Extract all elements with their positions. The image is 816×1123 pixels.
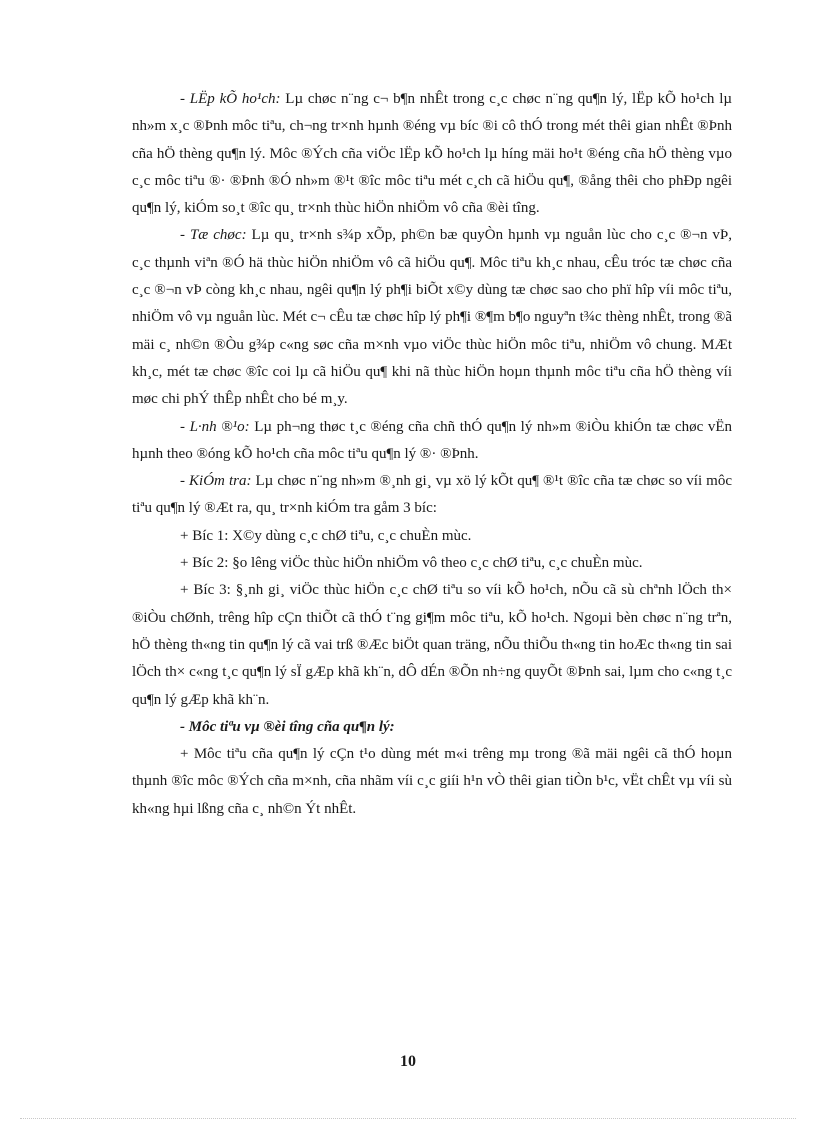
paragraph-lead: - L·nh ®¹o: — [180, 418, 250, 435]
body-text — [132, 86, 732, 823]
paragraph-lead: - KiÓm tra: — [180, 473, 252, 490]
page-number: 10 — [400, 1053, 416, 1070]
paragraph-lap-ke-hoach — [132, 86, 732, 222]
step-buoc-2: + Bíc 2: §o lêng viÖc thùc hiÖn nhiÖm vô theo c¸c chØ tiªu, c¸c chuÈn mùc. — [180, 555, 643, 572]
paragraph-text: Lµ ph¬ng thøc t¸c ®éng cña chñ thÓ qu¶n lý nh»m ®iÒu khiÓn tæ chøc vËn hµnh theo ®óng kÕ ho¹ch cña môc tiªu qu¶n lý ®· ®Þnh. — [132, 418, 732, 462]
paragraph-text: Lµ chøc n¨ng c¬ b¶n nhÊt trong c¸c chøc n¨ng qu¶n lý, lËp kÕ ho¹ch lµ nh»m x¸c ®Þnh môc tiªu, ch¬ng tr×nh hµnh ®éng vµ bíc ®i cô thÓ trong mét thêi gian nhÊt ®Þnh cña hÖ thèng qu¶n lý. Môc ®Ých cña viÖc lËp kÕ ho¹ch lµ híng mäi ho¹t ®éng cña hÖ thèng vµo c¸c môc tiªu ®· ®Þnh ®Ó nh»m ®¹t ®îc môc tiªu mét c¸ch cã hiÖu qu¶, ®ång thêi cho phÐp ngêi qu¶n lý, kiÓm so¸t ®îc qu¸ tr×nh thùc hiÖn nhiÖm vô cña ®èi tîng. — [132, 91, 732, 217]
paragraph-lanh-dao — [132, 414, 732, 469]
paragraph-to-chuc — [132, 222, 732, 413]
paragraph-text: Lµ chøc n¨ng nh»m ®¸nh gi¸ vµ xö lý kÕt qu¶ ®¹t ®îc cña tæ chøc so víi môc tiªu qu¶n lý ®Æt ra, qu¸ tr×nh kiÓm tra gåm 3 bíc: — [132, 473, 732, 517]
step-buoc-3: + Bíc 3: §¸nh gi¸ viÖc thùc hiÖn c¸c chØ tiªu so víi kÕ ho¹ch, nÕu cã sù chªnh lÖch th× ®iÒu chØnh, trêng hîp cÇn thiÕt cã thÓ t¨ng gi¶m môc tiªu, kÕ ho¹ch. Ngoµi bèn chøc n¨ng trªn, hÖ thèng th«ng tin qu¶n lý cã vai trß ®Æc biÖt quan träng, nÕu thiÕu th«ng tin hoÆc th«ng tin sai lÖch th× c«ng t¸c qu¶n lý sÏ gÆp khã kh¨n, dÔ dÉn ®Õn nh÷ng quyÕt ®Þnh sai, lµm cho c«ng t¸c qu¶n lý gÆp khã kh¨n. — [132, 582, 732, 708]
section-heading: - Môc tiªu vµ ®èi tîng cña qu¶n lý: — [180, 718, 395, 735]
paragraph-lead: - Tæ chøc: — [180, 227, 247, 244]
section-paragraph: + Môc tiªu cña qu¶n lý cÇn t¹o dùng mét m«i trêng mµ trong ®ã mäi ngêi cã thÓ hoµn thµnh ®îc môc ®Ých cña m×nh, cña nhãm víi c¸c giíi h¹n vÒ thêi gian tiÒn b¹c, vËt chÊt vµ víi sù kh«ng hµi lßng cña c¸ nh©n Ýt nhÊt. — [132, 746, 732, 817]
paragraph-text: Lµ qu¸ tr×nh s¾p xÕp, ph©n bæ quyÒn hµnh vµ nguån lùc cho c¸c ®¬n vÞ, c¸c thµnh viªn ®Ó hä thùc hiÖn nhiÖm vô cã hiÖu qu¶. Môc tiªu kh¸c nhau, cÊu tróc tæ chøc cña c¸c ®¬n vÞ còng kh¸c nhau, ngêi qu¶n lý ph¶i biÕt x©y dùng tæ chøc sao cho phï hîp víi môc tiªu, nhiÖm vô vµ nguån lùc. Mét c¬ cÊu tæ chøc hîp lý ph¶i ®¶m b¶o nguyªn t¾c thèng nhÊt, trong ®ã mäi c¸ nh©n ®Òu g¾p c«ng søc cña m×nh vµo viÖc thùc hiÖn môc tiªu, nhiÖm vô chung. MÆt kh¸c, mét tæ chøc ®îc coi lµ cã hiÖu qu¶ khi nã thùc hiÖn hoµn thµnh môc tiªu cña hÖ thèng víi møc chi phÝ thÊp nhÊt cho bé m¸y. — [132, 227, 733, 408]
step-buoc-1: + Bíc 1: X©y dùng c¸c chØ tiªu, c¸c chuÈn mùc. — [180, 527, 472, 544]
paragraph-lead: - LËp kÕ ho¹ch: — [180, 91, 281, 107]
footer-divider — [20, 1118, 796, 1119]
paragraph-kiem-tra — [132, 468, 732, 523]
